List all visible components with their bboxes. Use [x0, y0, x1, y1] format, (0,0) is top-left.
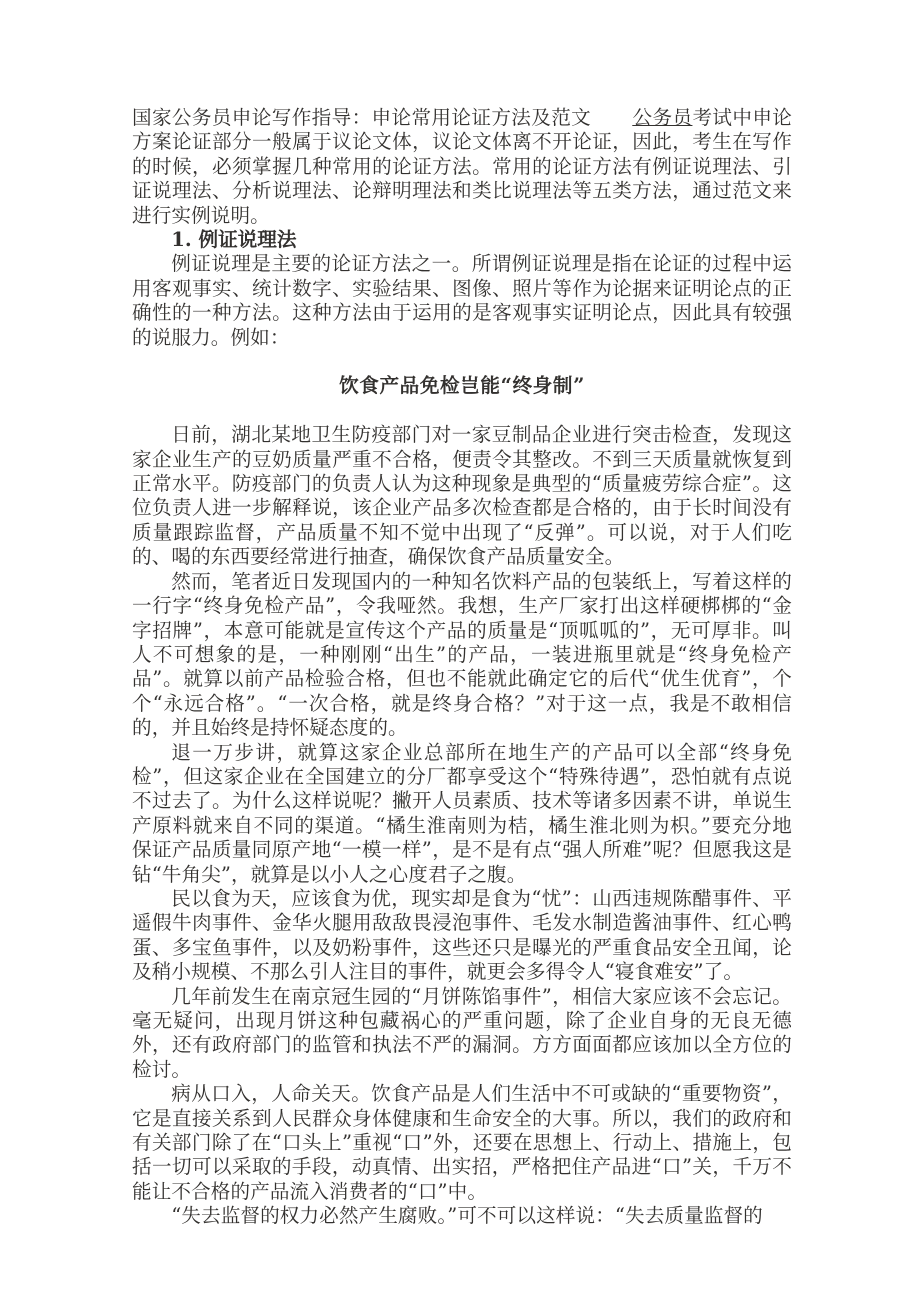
section-number: 1. [171, 228, 192, 252]
essay-title: 饮食产品免检岂能“终身制” [339, 374, 585, 398]
paragraph-3: 退一万步讲，就算这家企业总部所在地生产的产品可以全部“终身免检”，但这家企业在全国建立的分厂都享受这个“特殊待遇”，恐怕就有点说不过去了。为什么这样说呢？撇开人员素质、技术等诸多因素不讲，单说生产原料就来自不同的渠道。“橘生淮南则为桔，橘生淮北则为枳。”要充分地保证产品质量同原产地“一模一样”，是不是有点“强人所难”呢？但愿我这是钻“牛角尖”，就算是以小人之心度君子之腹。 [132, 740, 792, 886]
paragraph-5: 几年前发生在南京冠生园的“月饼陈馅事件”，相信大家应该不会忘记。毫无疑问，出现月饼这种包藏祸心的严重问题，除了企业自身的无良无德外，还有政府部门的监管和执法不严的漏洞。方方面面都应该加以全方位的检讨。 [132, 984, 792, 1081]
paragraph-2: 然而，笔者近日发现国内的一种知名饮料产品的包装纸上，写着这样的一行字“终身免检产品”，令我哑然。我想，生产厂家打出这样硬梆梆的“金字招牌”，本意可能就是宣传这个产品的质量是“顶呱呱的”，无可厚非。叫人不可想象的是，一种刚刚“出生”的产品，一装进瓶里就是“终身免检产品”。就算以前产品检验合格，但也不能就此确定它的后代“优生优育”，个个“永远合格”。“一次合格，就是终身合格？”对于这一点，我是不敢相信的，并且始终是持怀疑态度的。 [132, 569, 792, 740]
gongwuyuan-link[interactable]: 公务员 [632, 106, 693, 129]
intro-body-text: 考试中申论方案论证部分一般属于议论文体，议论文体离不开论证，因此，考生在写作的时候，必须掌握几种常用的论证方法。常用的论证方法有例证说理法、引证说理法、分析说理法、论辩明理法和类比说理法等五类方法，通过范文来进行实例说明。 [132, 106, 792, 227]
paragraph-4: 民以食为天，应该食为优，现实却是食为“忧”：山西违规陈醋事件、平遥假牛肉事件、金华火腿用敌敌畏浸泡事件、毛发水制造酱油事件、红心鸭蛋、多宝鱼事件，以及奶粉事件，这些还只是曝光的严重食品安全丑闻，论及稍小规模、不那么引人注目的事件，就更会多得令人“寝食难安”了。 [132, 886, 792, 984]
section-heading-1 [132, 228, 792, 252]
intro-paragraph [132, 106, 792, 228]
spacer-after-title [132, 399, 792, 423]
paragraph-1: 日前，湖北某地卫生防疫部门对一家豆制品企业进行突击检查，发现这家企业生产的豆奶质量严重不合格，便责令其整改。不到三天质量就恢复到正常水平。防疫部门的负责人认为这种现象是典型的“质量疲劳综合症”。这位负责人进一步解释说，该企业产品多次检查都是合格的，由于长时间没有质量跟踪监督，产品质量不知不觉中出现了“反弹”。可以说，对于人们吃的、喝的东西要经常进行抽查，确保饮食产品质量安全。 [132, 423, 792, 569]
paragraph-6: 病从口入，人命关天。饮食产品是人们生活中不可或缺的“重要物资”，它是直接关系到人民群众身体健康和生命安全的大事。所以，我们的政府和有关部门除了在“口头上”重视“口”外，还要在思想上、行动上、措施上，包括一切可以采取的手段，动真情、出实招，严格把住产品进“口”关，千万不能让不合格的产品流入消费者的“口”中。 [132, 1082, 792, 1203]
paragraph-method-definition: 例证说理是主要的论证方法之一。所谓例证说理是指在论证的过程中运用客观事实、统计数字、实验结果、图像、照片等作为论据来证明论点的正确性的一种方法。这种方法由于运用的是客观事实证明论点，因此具有较强的说服力。例如： [132, 252, 792, 349]
document-text-column [132, 106, 792, 1229]
spacer-before-title [132, 350, 792, 374]
intro-title-text: 国家公务员申论写作指导：申论常用论证方法及范文 [132, 106, 592, 129]
paragraph-7-truncated: “失去监督的权力必然产生腐败。”可不可以这样说：“失去质量监督的 [171, 1204, 763, 1228]
section-heading-label: 例证说理法 [198, 228, 297, 252]
